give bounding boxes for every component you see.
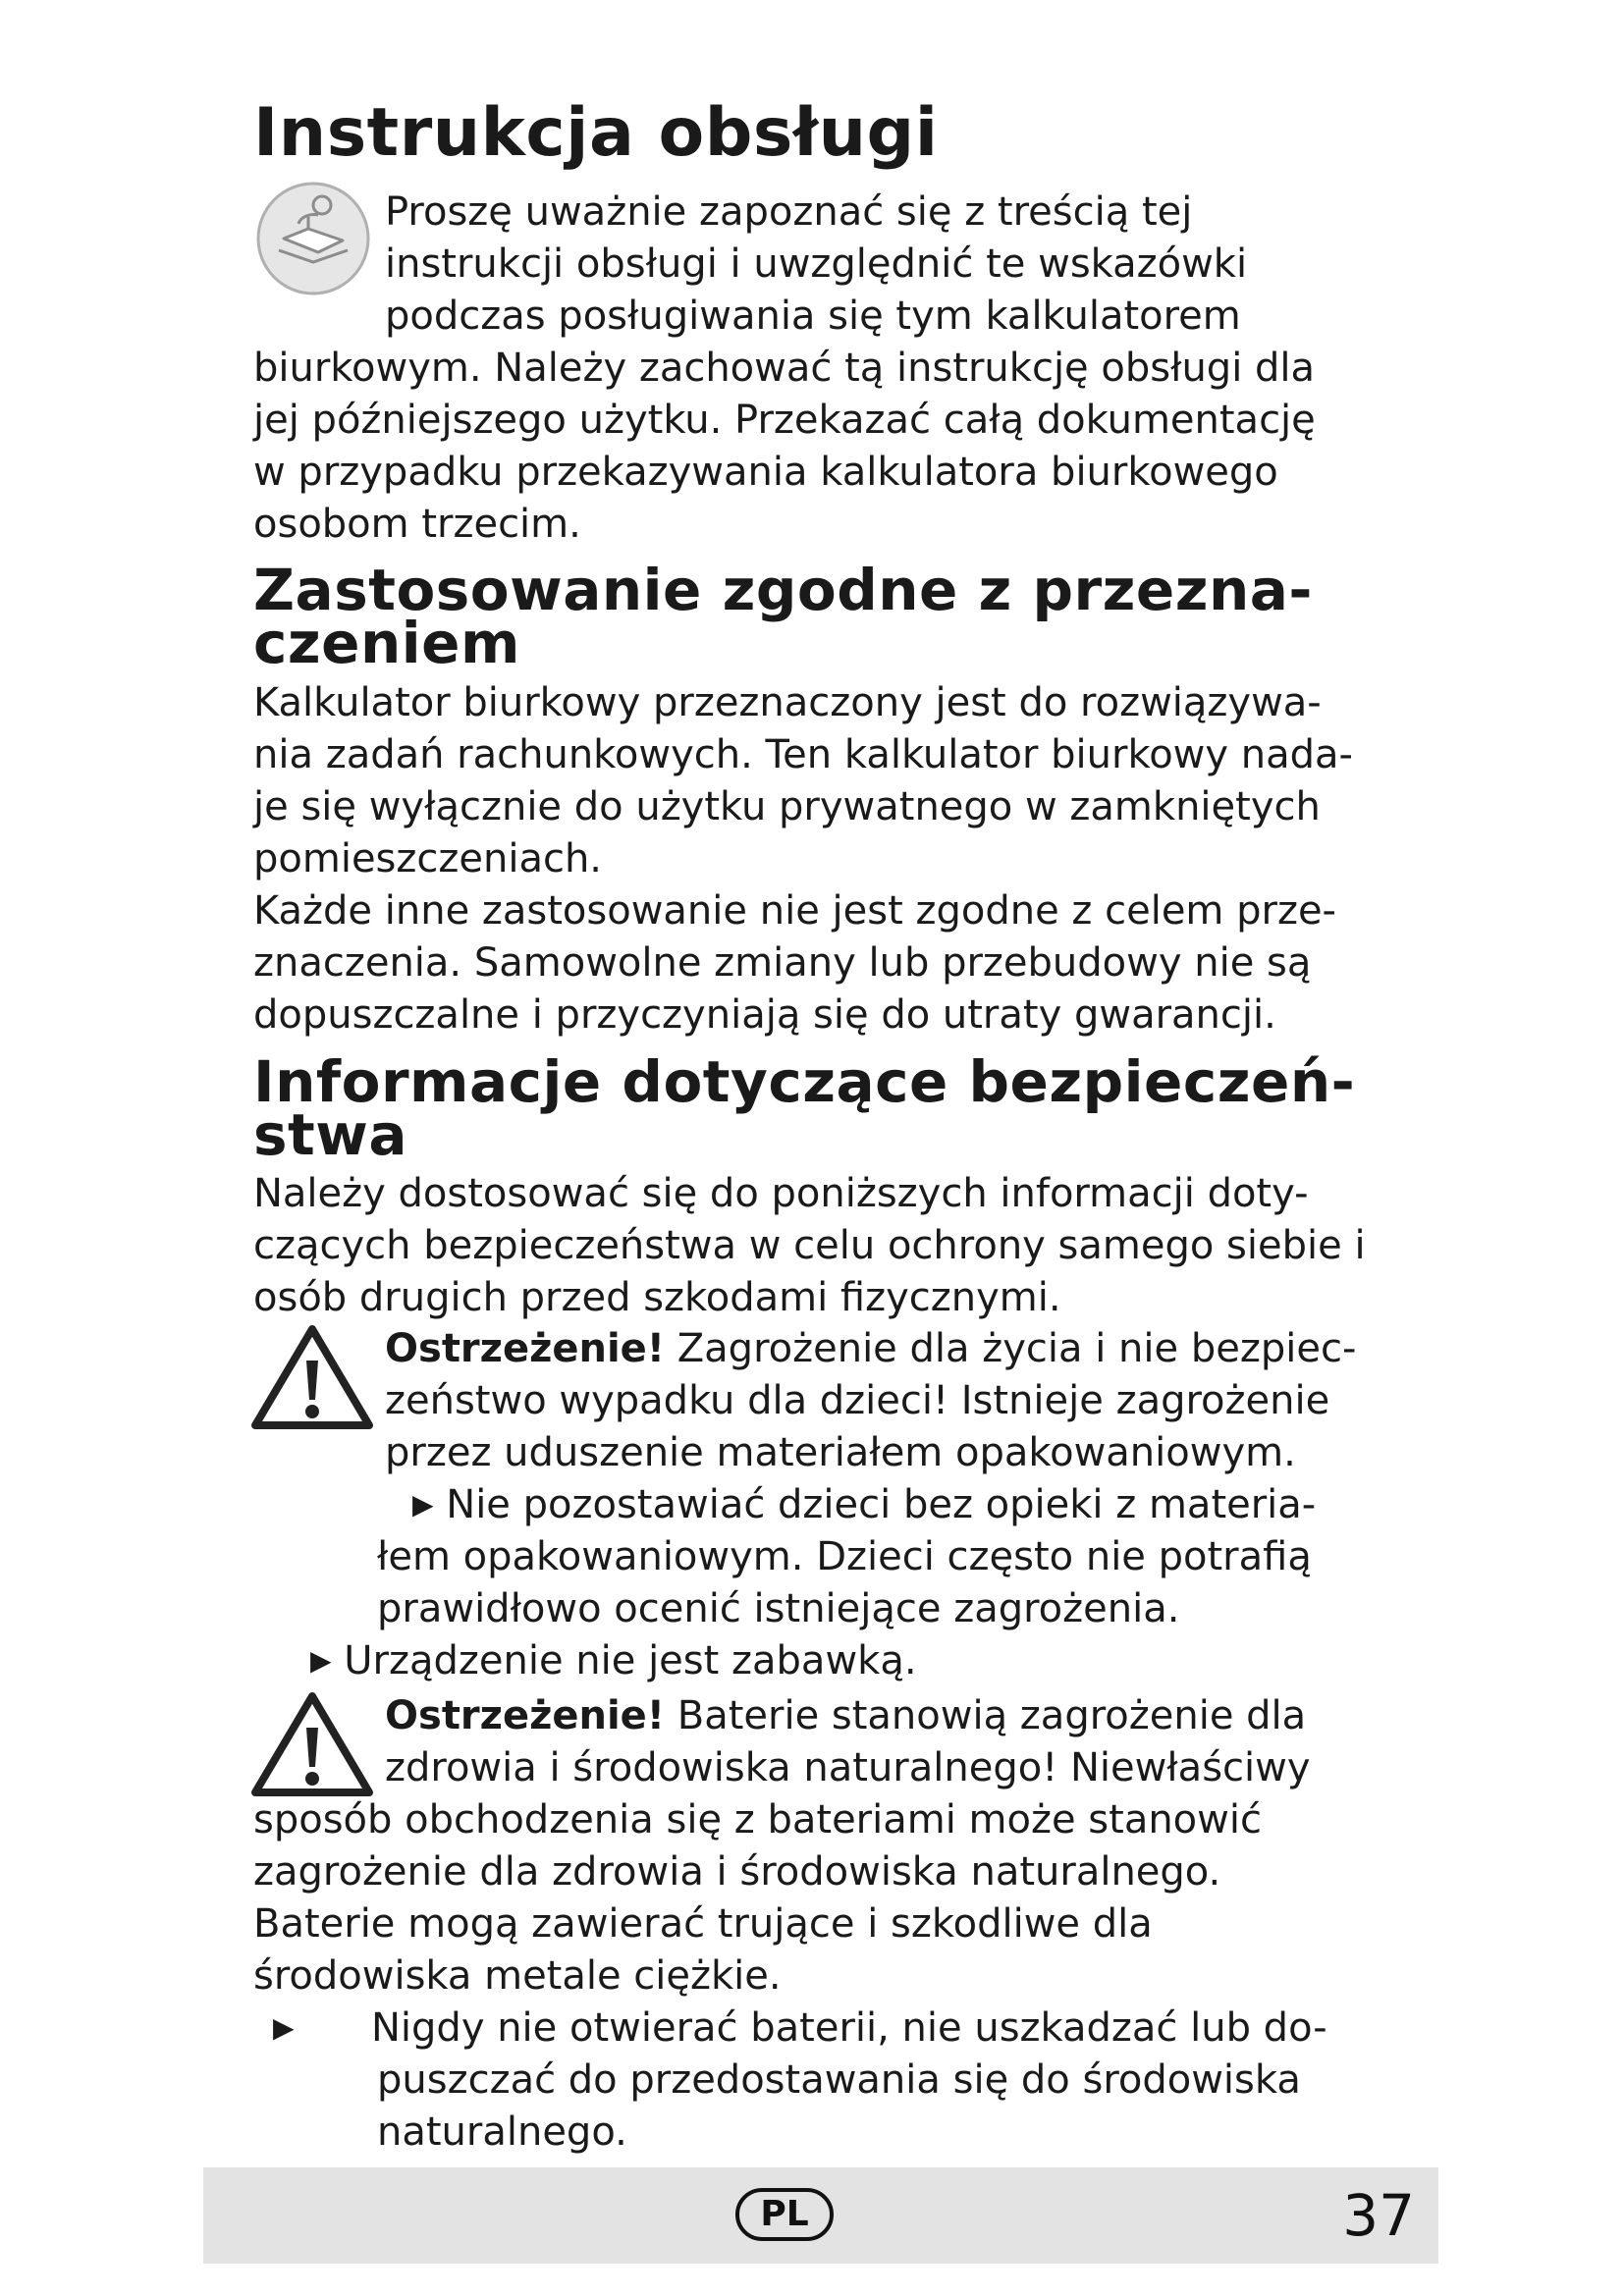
language-badge: PL	[735, 2188, 834, 2241]
warning1-line-3: przez uduszenie materiałem opakowaniowym.	[385, 1430, 1296, 1475]
warning-triangle-icon	[249, 1690, 375, 1798]
intro-line-3: podczas posługiwania się tym kalkulatorem	[385, 294, 1241, 339]
section2-paragraph-1: Należy dostosować się do poniższych informacji doty- czących bezpieczeństwa w celu ochrony samego siebie i osób drugich przed szkodami fizycznymi.	[253, 1171, 1366, 1320]
warning1-text: Zagrożenie dla życia i nie bezpiec-	[665, 1326, 1357, 1371]
warning2-text: Baterie stanowią zagrożenie dla	[665, 1693, 1307, 1738]
bullet3-arrow	[273, 2002, 295, 2057]
bullet3-line-2: puszczać do przedostawania się do środowiska	[377, 2057, 1301, 2103]
bullet3-line-1: Nigdy nie otwierać baterii, nie uszkadzać lub do-	[371, 2005, 1327, 2051]
section2-heading-line2: stwa	[253, 1101, 407, 1168]
warning1-line-2: zeństwo wypadku dla dzieci! Istnieje zagrożenie	[385, 1378, 1330, 1423]
warning2-label: Ostrzeżenie!	[385, 1693, 666, 1738]
warning-triangle-icon	[249, 1323, 375, 1431]
warning2-line-2: zdrowia i środowiska naturalnego! Niewłaściwy	[385, 1745, 1311, 1790]
bullet2-line	[310, 1635, 917, 1690]
page-title: Instrukcja obsługi	[253, 94, 939, 172]
page-footer	[203, 2167, 1438, 2264]
bullet-arrow-icon: ▶	[412, 1488, 434, 1521]
section1-heading	[253, 557, 1392, 676]
bullet-arrow-icon: ▶	[273, 2011, 295, 2044]
bullet-arrow-icon: ▶	[310, 1644, 332, 1677]
read-manual-icon	[249, 180, 377, 297]
section1-paragraph-1: Kalkulator biurkowy przeznaczony jest do rozwiązywa- nia zadań rachunkowych. Ten kalkulator biurkowy nada- je się wyłącznie do użytku prywatnego w zamkniętych pomieszczeniach.	[253, 680, 1353, 881]
warning1-line-1	[385, 1323, 1356, 1375]
section1-heading-line2: czeniem	[253, 610, 520, 676]
bullet1-line-3: prawidłowo ocenić istniejące zagrożenia.	[377, 1586, 1180, 1631]
section2-heading	[253, 1048, 1392, 1168]
warning2-paragraph: sposób obchodzenia się z bateriami może stanowić zagrożenie dla zdrowia i środowiska naturalnego. Baterie mogą zawierać trujące i szkodliwe dla środowiska metale ciężkie.	[253, 1797, 1262, 1999]
bullet3-line-3: naturalnego.	[377, 2109, 627, 2155]
bullet1-line-1	[412, 1479, 1316, 1534]
bullet1-text: Nie pozostawiać dzieci bez opieki z materia-	[446, 1482, 1317, 1527]
section1-heading-line1: Zastosowanie zgodne z przezna-	[253, 557, 1313, 623]
bullet2-text: Urządzenie nie jest zabawką.	[344, 1638, 917, 1683]
bullet1-line-2: łem opakowaniowym. Dzieci często nie potrafią	[377, 1534, 1312, 1579]
warning1-label: Ostrzeżenie!	[385, 1326, 666, 1371]
intro-line-2: instrukcji obsługi i uwzględnić te wskazówki	[385, 241, 1248, 287]
warning2-line-1	[385, 1690, 1306, 1742]
section1-paragraph-2: Każde inne zastosowanie nie jest zgodne z celem prze- znaczenia. Samowolne zmiany lub przebudowy nie są dopuszczalne i przyczyniają się do utraty gwarancji.	[253, 888, 1336, 1038]
intro-line-1: Proszę uważnie zapoznać się z treścią tej	[385, 189, 1193, 235]
section2-heading-line1: Informacje dotyczące bezpieczeń-	[253, 1048, 1356, 1115]
page-number: 37	[1342, 2182, 1415, 2249]
intro-paragraph: biurkowym. Należy zachować tą instrukcję obsługi dla jej późniejszego użytku. Przekazać całą dokumentację w przypadku przekazywania kalkulatora biurkowego osobom trzecim.	[253, 346, 1316, 547]
